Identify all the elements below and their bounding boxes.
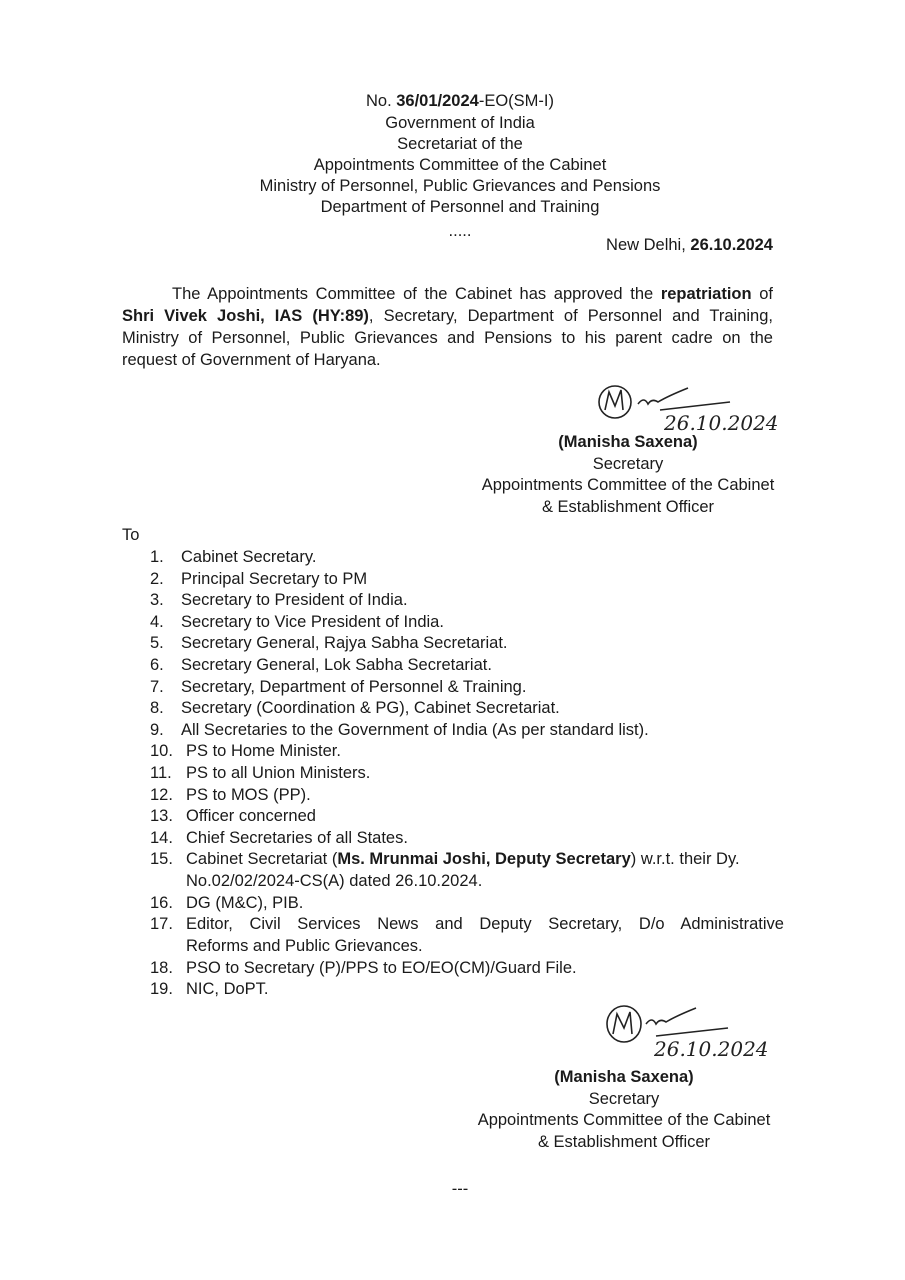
- item-number: 13.: [150, 807, 173, 826]
- recipient-item: [150, 763, 370, 785]
- signature-date: 26.10.2024: [654, 1037, 769, 1061]
- recipient-item: [150, 979, 269, 1001]
- date: 26.10.2024: [690, 236, 773, 254]
- recipient-item: [150, 958, 577, 980]
- recipient-item: [150, 698, 560, 720]
- item-text: [186, 785, 311, 807]
- item-number: 2.: [150, 569, 164, 588]
- item-number: 14.: [150, 828, 173, 847]
- item-text: [181, 655, 492, 677]
- signatory-block-1: [448, 432, 808, 518]
- para-text: , Secretary, Department of Personnel and Training, Ministry of Personnel, Public Grievances and Pensions to his parent cadre on the request of Government of Haryana.: [122, 307, 773, 369]
- item-text-part: Chief Secretaries of all States.: [186, 828, 408, 847]
- item-number: 5.: [150, 634, 164, 653]
- para-text: of: [751, 285, 773, 303]
- item-text-part: Cabinet Secretary.: [181, 548, 317, 566]
- item-number: 16.: [150, 893, 173, 912]
- recipient-item: [150, 785, 311, 807]
- item-number: 19.: [150, 980, 173, 999]
- item-text-part: PSO to Secretary (P)/PPS to EO/EO(CM)/Guard File.: [186, 958, 577, 977]
- item-text: [181, 590, 408, 612]
- header-line: Appointments Committee of the Cabinet: [313, 156, 607, 174]
- item-text-part: Secretary to Vice President of India.: [181, 612, 444, 631]
- item-number: 3.: [150, 591, 164, 610]
- para-text: The Appointments Committee of the Cabinet has approved the: [172, 285, 661, 303]
- item-number: 8.: [150, 699, 164, 718]
- item-text-part: Cabinet Secretariat (: [186, 850, 338, 869]
- item-text: [186, 914, 784, 957]
- place: New Delhi,: [606, 236, 691, 254]
- file-number-prefix: No.: [365, 92, 397, 110]
- header-line: Secretariat of the: [397, 135, 523, 153]
- item-number: 15.: [150, 850, 173, 869]
- item-text-part: Secretary General, Rajya Sabha Secretariat.: [181, 634, 508, 653]
- item-text-part: NIC, DoPT.: [186, 980, 269, 999]
- signatory-role: & Establishment Officer: [541, 497, 715, 516]
- signature-1: [590, 380, 810, 435]
- signature-date: 26.10.2024: [664, 411, 779, 435]
- signatory-block-2: [444, 1067, 804, 1153]
- file-number-bold: 36/01/2024: [396, 92, 479, 110]
- recipient-item: [150, 828, 408, 850]
- item-text: [181, 677, 526, 699]
- item-text: [181, 612, 444, 634]
- item-text: [186, 763, 370, 785]
- item-text: [181, 633, 508, 655]
- header-line: Ministry of Personnel, Public Grievances and Pensions: [259, 177, 661, 195]
- file-number: [0, 92, 905, 111]
- recipient-item: [150, 569, 367, 591]
- item-text: [186, 828, 408, 850]
- recipient-item: [150, 677, 526, 699]
- item-text-part: PS to MOS (PP).: [186, 785, 311, 804]
- item-text-part: Secretary (Coordination & PG), Cabinet Secretariat.: [181, 699, 560, 718]
- item-number: 10.: [150, 742, 173, 761]
- signatory-org: Appointments Committee of the Cabinet: [481, 476, 775, 494]
- item-text-part: Principal Secretary to PM: [181, 569, 368, 588]
- item-number: 9.: [150, 720, 164, 739]
- item-text: [186, 958, 577, 980]
- item-text: [186, 849, 740, 892]
- to-label: To: [122, 526, 140, 544]
- item-text-part: Editor, Civil Services News and Deputy Secretary, D/o Administrative: [186, 915, 784, 934]
- officer-name: Shri Vivek Joshi, IAS (HY:89): [122, 307, 369, 325]
- item-text: [181, 698, 560, 720]
- item-number: 1.: [150, 548, 164, 566]
- item-number: 11.: [150, 764, 172, 782]
- item-number: 12.: [150, 785, 173, 804]
- item-number: 6.: [150, 656, 164, 674]
- para-bold: repatriation: [660, 285, 752, 303]
- item-text: [181, 720, 649, 742]
- recipient-item: [150, 806, 316, 828]
- recipient-item: [150, 914, 784, 957]
- item-text-continued: No.02/02/2024-CS(A) dated 26.10.2024.: [186, 871, 483, 890]
- signatory-name: (Manisha Saxena): [554, 1068, 694, 1086]
- recipient-item: [150, 612, 444, 634]
- item-number: 17.: [150, 915, 173, 934]
- signatory-org: Appointments Committee of the Cabinet: [477, 1111, 771, 1129]
- item-text: [181, 547, 316, 569]
- item-text-part: PS to all Union Ministers.: [186, 764, 371, 782]
- file-number-suffix: -EO(SM-I): [478, 92, 554, 110]
- header-line: Department of Personnel and Training: [320, 198, 600, 216]
- item-text: [186, 979, 269, 1001]
- signatory-title: Secretary: [592, 454, 664, 473]
- item-text-part: All Secretaries to the Government of India (As per standard list).: [181, 720, 649, 739]
- place-date: [606, 236, 773, 255]
- signatory-role: & Establishment Officer: [537, 1132, 711, 1151]
- item-text-part: Secretary General, Lok Sabha Secretariat.: [181, 656, 492, 674]
- recipient-item: [150, 720, 649, 742]
- end-mark: ---: [451, 1180, 469, 1198]
- item-text-part: Officer concerned: [186, 807, 316, 826]
- item-number: 7.: [150, 677, 164, 696]
- item-text-part: DG (M&C), PIB.: [186, 893, 304, 912]
- order-paragraph: [122, 283, 773, 371]
- item-text-part: PS to Home Minister.: [186, 742, 341, 761]
- item-number: 18.: [150, 958, 173, 977]
- recipient-item: [150, 633, 508, 655]
- signatory-name: (Manisha Saxena): [558, 433, 698, 451]
- recipient-item: [150, 590, 408, 612]
- recipient-item: [150, 655, 492, 677]
- item-text: [186, 741, 341, 763]
- header-dots: .....: [448, 222, 472, 240]
- item-number: 4.: [150, 612, 164, 631]
- recipient-item: [150, 849, 740, 892]
- item-text-continued: Reforms and Public Grievances.: [186, 936, 423, 955]
- header-line: Government of India: [385, 114, 535, 132]
- signature-2: [598, 1000, 808, 1062]
- signatory-title: Secretary: [588, 1089, 660, 1108]
- item-text-part: Secretary, Department of Personnel & Training.: [181, 677, 527, 696]
- item-text: [186, 806, 316, 828]
- recipient-item: [150, 741, 341, 763]
- item-text-part: ) w.r.t. their Dy.: [630, 850, 740, 869]
- item-text-bold: Ms. Mrunmai Joshi, Deputy Secretary: [337, 850, 631, 869]
- recipient-item: [150, 893, 303, 915]
- item-text-part: Secretary to President of India.: [181, 591, 408, 610]
- item-text: [181, 569, 367, 591]
- recipient-item: [150, 547, 316, 569]
- item-text: [186, 893, 303, 915]
